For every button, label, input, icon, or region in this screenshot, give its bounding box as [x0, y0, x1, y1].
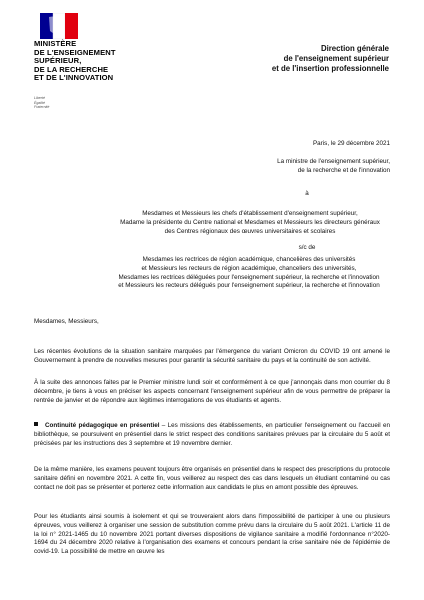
salutation: Mesdames, Messieurs,: [34, 318, 99, 325]
motto-line: Fraternité: [34, 105, 50, 110]
section-text: – Les missions des établissements, en particulier l'enseignement ou l'accueil en bibliothèque, se poursuivent en présentiel dans le strict respect des conditions sanitaires prévues par la circulaire du 5 août et précisées par les instructions des 3 septembre et 19 novembre dernier.: [34, 422, 390, 447]
motto-line: Égalité: [34, 100, 45, 105]
motto-line: Liberté: [34, 96, 45, 100]
paragraph-3: [34, 422, 390, 448]
recipient-line: des Centres régionaux des œuvres universitaires et scolaires: [164, 227, 336, 235]
section-title: Continuité pédagogique en présentiel: [45, 422, 160, 429]
directorate-header: [189, 44, 389, 74]
ministry-line: DE LA RECHERCHE: [34, 64, 109, 74]
ministry-line: MINISTÈRE: [34, 39, 77, 48]
bullet-icon: [34, 422, 38, 426]
cc-line: Mesdames les rectrices de région académique, chancelières des universités: [142, 256, 356, 263]
ministry-line: ET DE L'INNOVATION: [34, 73, 114, 83]
paragraph-5: Pour les étudiants ainsi soumis à isolement et qui se trouveraient alors dans l'impossibilité de participer à une ou plusieurs épreuves, vous veillerez à organiser une session de substitution comme prévu dans la circulaire du 5 août 2021. L'article 11 de la loi n° 2021-1465 du 10 novembre 2021 portant diverses dispositions de vigilance sanitaire a modifié l'ordonnance n°2020-1694 du 24 décembre 2020 relative à l'organisation des examens et concours pendant la crise sanitaire née de l'épidémie de covid-19. La possibilité de mettre en œuvre les: [34, 513, 390, 556]
recipient-line: Mesdames et Messieurs les chefs d'établissement d'enseignement supérieur,: [142, 210, 358, 217]
recipient-line: Madame la présidente du Centre national et Mesdames et Messieurs les directeurs généraux: [120, 218, 380, 226]
cc-line: Mesdames les rectrices déléguées pour l'enseignement supérieur, la recherche et l'innovation: [118, 273, 380, 281]
sender-block: [277, 158, 390, 176]
paragraph-1: Les récentes évolutions de la situation sanitaire marquées par l'émergence du variant Omicron du COVID 19 ont amené le Gouvernement à prendre de nouvelles mesures pour garantir la sécurité sanitaire du pays et la continuité de son activité.: [34, 348, 390, 364]
paragraph-2: À la suite des annonces faites par le Premier ministre lundi soir et conformément à ce que j'annonçais dans mon courrier du 8 décembre, je tiens à vous en préciser les aspects concernant l'enseignement supérieur afin de vous permettre de préparer la rentrée de janvier et de répondre aux légitimes interrogations de vos étudiants et agents.: [34, 379, 390, 404]
paragraph-4: De la même manière, les examens peuvent toujours être organisés en présentiel dans le respect des prescriptions du protocole sanitaire défini en novembre 2021. A cette fin, vous veillerez au respect des cas dans lesquels un étudiant contaminé ou cas contact ne doit pas se présenter et porterez cette information aux candidats le plus en amont possible des épreuves.: [34, 466, 390, 491]
ministry-line: SUPÉRIEUR,: [34, 56, 82, 66]
directorate-line: de l'enseignement supérieur: [283, 54, 389, 63]
directorate-line: Direction générale: [320, 44, 389, 53]
ministry-name: [34, 40, 184, 83]
cc-block: [74, 256, 424, 291]
sender-line: de la recherche et de l'innovation: [297, 166, 390, 174]
sous-couvert-marker: s/c de: [298, 244, 316, 251]
sender-line: La ministre de l'enseignement supérieur,: [277, 158, 390, 165]
marianne-logo-icon: [40, 13, 78, 39]
addressee-marker: à: [305, 190, 309, 197]
cc-line: et Messieurs les recteurs délégués pour l'enseignement supérieur, la recherche et l'innovation: [118, 282, 380, 290]
directorate-line: et de l'insertion professionnelle: [271, 64, 389, 73]
ministry-line: DE L'ENSEIGNEMENT: [34, 47, 116, 57]
republic-motto: [34, 96, 49, 110]
recipients-block: [80, 210, 420, 236]
cc-line: et Messieurs les recteurs de région académique, chanceliers des universités,: [141, 264, 357, 272]
letter-date: Paris, le 29 décembre 2021: [312, 140, 390, 147]
